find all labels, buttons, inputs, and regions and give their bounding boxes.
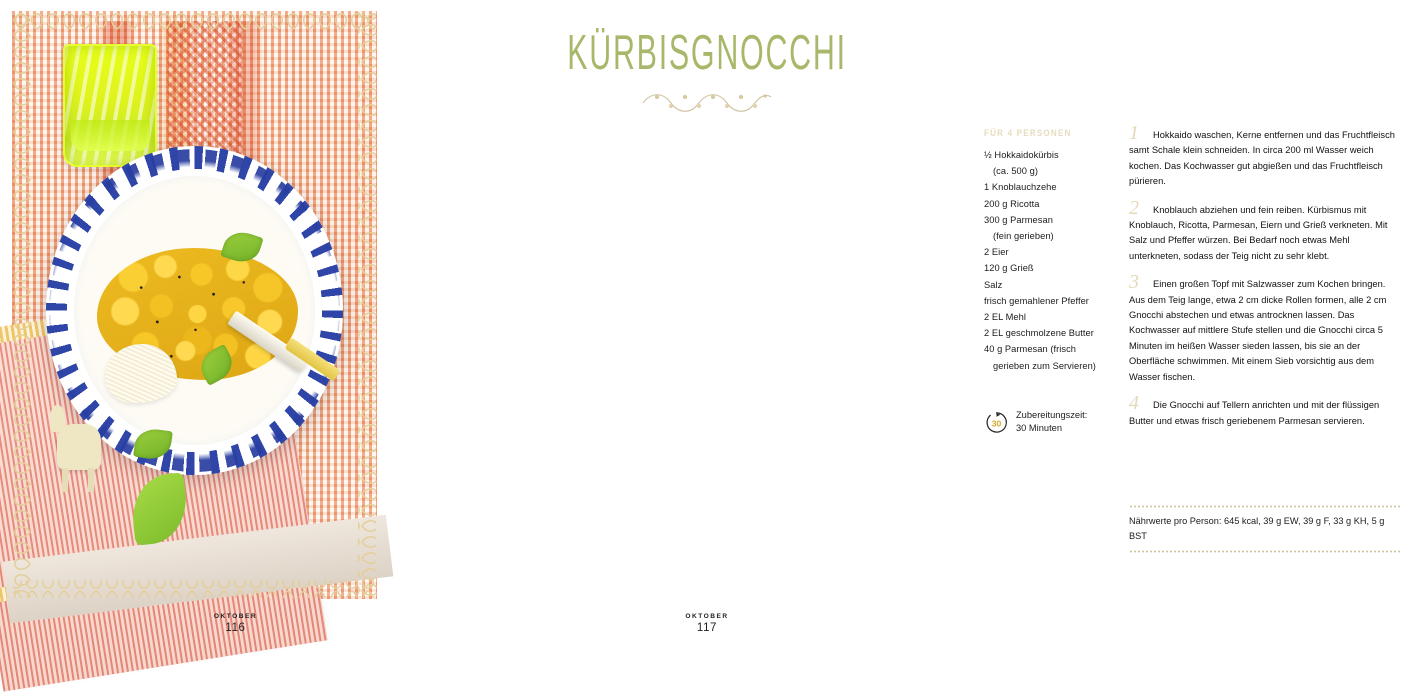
ingredient-item: gerieben zum Servieren): [993, 360, 1096, 371]
sheep-leg: [62, 468, 68, 492]
nutrition-box: [1129, 496, 1401, 562]
step-number: 4: [1129, 392, 1139, 415]
time-value: 30 Minuten: [1016, 423, 1062, 433]
right-folio-number: 117: [696, 622, 718, 634]
ingredient-item: 2 EL Mehl: [984, 312, 1026, 323]
clock-icon-value: 30: [991, 417, 1002, 428]
ingredients-list: [984, 147, 1112, 374]
ingredient-item: 40 g Parmesan (frisch: [984, 344, 1076, 355]
ingredient-item: 1 Knoblauchzehe: [984, 182, 1057, 193]
ingredient-item: (ca. 500 g): [993, 166, 1038, 177]
step-number: 1: [1129, 122, 1139, 144]
time-text-block: [1016, 409, 1087, 435]
grated-parmesan: [105, 344, 176, 403]
servings-heading: FÜR 4 PERSONEN: [984, 128, 1072, 138]
step-text: Einen großen Topf mit Salzwasser zum Kochen bringen. Aus dem Teig lange, etwa 2 cm dicke Rollen formen, alle 2 cm Gnocchi abstechen und etwas antrocknen lassen. Das Kochwasser auf mittlere Stufe stellen und die Gnocchi circa 5 Minuten im heißen Wasser sieden lassen, bis sie an der Oberfläche schwimmen. Mit einem Sieb vorsichtig aus dem Wasser fischen.: [1129, 279, 1387, 382]
left-page-folio: [0, 613, 471, 634]
recipe-photo-frame: [22, 21, 367, 589]
left-folio-number: 116: [225, 622, 246, 634]
nutrition-text: Nährwerte pro Person: 645 kcal, 39 g EW, 39 g F, 33 g KH, 5 g BST: [1129, 516, 1385, 541]
recipe-photo: [22, 21, 367, 589]
step-text: Knoblauch abziehen und fein reiben. Kürbismus mit Knoblauch, Ricotta, Parmesan, Eiern und Grieß verkneten. Mit Salz und Pfeffer würzen. Bei Bedarf noch etwas Mehl unterkneten, sodass der Teig nicht zu sehr klebt.: [1129, 204, 1388, 261]
step-text: Die Gnocchi auf Tellern anrichten und mit der flüssigen Butter und etwas frisch geriebenem Parmesan servieren.: [1129, 400, 1380, 426]
time-label: Zubereitungszeit:: [1016, 410, 1088, 420]
ingredient-item: (fein gerieben): [993, 231, 1054, 242]
instruction-step: [1129, 271, 1401, 385]
ingredient-item: 300 g Parmesan: [984, 214, 1053, 225]
instructions-section: [1129, 122, 1401, 442]
ingredient-item: ½ Hokkaidokürbis: [984, 150, 1059, 160]
ingredient-item: Salz: [984, 279, 1003, 290]
ingredient-item: 120 g Grieß: [984, 263, 1034, 274]
ingredient-item: 2 EL geschmolzene Butter: [984, 328, 1094, 339]
right-page: [471, 0, 1395, 648]
preparation-time: [984, 409, 1087, 435]
left-page: [0, 0, 471, 648]
right-folio-month: OKTOBER: [685, 613, 729, 620]
clock-icon: [984, 410, 1009, 435]
instruction-step: [1129, 392, 1401, 429]
sheep-leg: [88, 468, 94, 492]
yellow-glass-tumbler: [63, 44, 157, 167]
page-title: KÜRBISGNOCCHI: [567, 26, 847, 81]
ingredient-item: frisch gemahlener Pfeffer: [984, 295, 1089, 306]
ingredient-item: 200 g Ricotta: [984, 198, 1040, 209]
step-number: 3: [1129, 271, 1139, 294]
ingredients-section: [984, 128, 1112, 374]
ingredient-item: 2 Eier: [984, 247, 1009, 258]
right-page-folio: [471, 613, 943, 634]
wooden-sheep-figurine: [57, 424, 102, 469]
flourish-ornament-icon: [637, 88, 777, 114]
left-folio-month: OKTOBER: [213, 613, 258, 620]
instruction-step: [1129, 196, 1401, 265]
step-text: Hokkaido waschen, Kerne entfernen und das Fruchtfleisch samt Schale klein schneiden. In circa 200 ml Wasser weich kochen. Das Kochwasser gut abgießen und das Fruchtfleisch pürieren.: [1129, 130, 1395, 187]
step-number: 2: [1129, 196, 1139, 219]
nutrition-divider-bottom: [1129, 550, 1401, 553]
instruction-step: [1129, 122, 1401, 190]
